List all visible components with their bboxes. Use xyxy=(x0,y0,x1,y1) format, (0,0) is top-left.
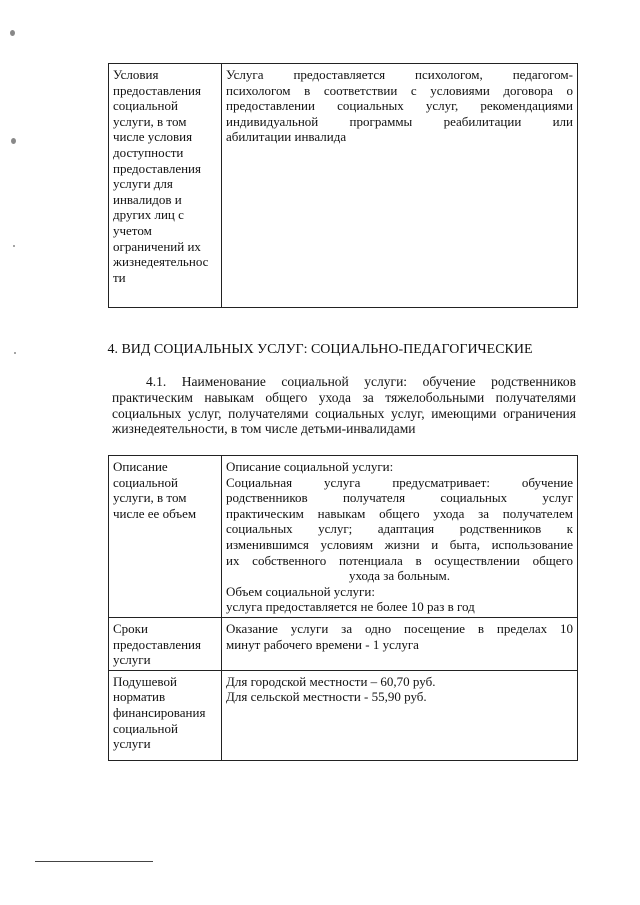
financing-value-cell xyxy=(222,670,578,760)
value-line: практическим навыкам общего ухода за получателем xyxy=(226,505,573,521)
value-line: их собственного потенциала в осуществлении общего xyxy=(226,552,573,568)
paragraph-line: практическим навыкам общего ухода за тяжелобольными получателями xyxy=(112,389,576,405)
service-name-paragraph xyxy=(112,374,576,437)
conditions-label-cell xyxy=(109,64,222,308)
terms-value-cell xyxy=(222,617,578,670)
label-line: жизнедеятельнос xyxy=(113,254,209,270)
scan-speck xyxy=(14,352,16,354)
value-line: родственников получателя социальных услуг xyxy=(226,490,573,506)
table-row xyxy=(109,456,578,618)
value-line: Социальная услуга предусматривает: обучение xyxy=(226,474,573,490)
label-line: социальной xyxy=(113,720,178,736)
conditions-table xyxy=(108,63,578,308)
label-line: доступности xyxy=(113,144,184,160)
label-line: учетом xyxy=(113,222,152,238)
section-heading: 4. ВИД СОЦИАЛЬНЫХ УСЛУГ: СОЦИАЛЬНО-ПЕДАГОГИЧЕСКИЕ xyxy=(107,342,533,357)
label-line: предоставления xyxy=(113,160,201,176)
label-line: Подушевой xyxy=(113,673,177,689)
paragraph-line: 4.1. Наименование социальной услуги: обучение родственников xyxy=(146,374,576,389)
scan-speck xyxy=(13,245,15,247)
value-line: Для городской местности – 60,70 руб. xyxy=(226,673,436,689)
value-line: Оказание услуги за одно посещение в пределах 10 xyxy=(226,620,573,636)
label-line: социальной xyxy=(113,474,178,490)
value-line: предоставлении социальных услуг, рекомендациями xyxy=(226,98,573,114)
label-line: других лиц с xyxy=(113,207,184,223)
label-line: услуги, в том xyxy=(113,113,187,129)
value-line: Описание социальной услуги: xyxy=(226,459,394,474)
scan-speck xyxy=(11,138,16,144)
label-line: услуги xyxy=(113,652,151,668)
value-line: абилитации инвалида xyxy=(226,129,347,145)
value-line: Для сельской местности - 55,90 руб. xyxy=(226,689,427,705)
label-line: социальной xyxy=(113,98,178,114)
label-line: услуги для xyxy=(113,176,173,192)
table-row xyxy=(109,617,578,670)
terms-label-cell xyxy=(109,617,222,670)
label-line: Сроки xyxy=(113,620,148,636)
description-value-cell xyxy=(222,456,578,618)
label-line: ти xyxy=(113,269,126,285)
value-line: изменившимся условиям жизни и быта, использование xyxy=(226,536,573,552)
service-details-table xyxy=(108,455,578,761)
description-label-cell xyxy=(109,456,222,618)
value-line: Объем социальной услуги: xyxy=(226,583,375,599)
value-line: психологом в соответствии с условиями договора о xyxy=(226,82,573,98)
label-line: Условия xyxy=(113,67,159,82)
paragraph-line: жизнедеятельности, в том числе детьми-инвалидами xyxy=(112,421,416,437)
table-row xyxy=(109,64,578,308)
label-line: инвалидов и xyxy=(113,191,182,207)
label-line: предоставления xyxy=(113,82,201,98)
value-line: услуга предоставляется не более 10 раз в год xyxy=(226,599,475,615)
financing-label-cell xyxy=(109,670,222,760)
value-line: социальных услуг; адаптация родственников к xyxy=(226,521,573,537)
table-row xyxy=(109,670,578,760)
label-line: числе ее объем xyxy=(113,505,197,521)
label-line: ограничений их xyxy=(113,238,201,254)
label-line: предоставления xyxy=(113,636,201,652)
value-line: индивидуальной программы реабилитации или xyxy=(226,113,573,129)
paragraph-line: социальных услуг, получателями социальных услуг, имеющими ограничения xyxy=(112,405,576,421)
label-line: услуги, в том xyxy=(113,490,187,506)
scan-speck xyxy=(10,30,15,36)
label-line: услуги xyxy=(113,736,151,752)
value-line: ухода за больным. xyxy=(349,568,450,584)
label-line: финансирования xyxy=(113,704,206,720)
value-line: минут рабочего времени - 1 услуга xyxy=(226,636,419,652)
value-line: Услуга предоставляется психологом, педагогом- xyxy=(226,67,573,82)
label-line: Описание xyxy=(113,459,168,474)
footnote-separator xyxy=(35,861,153,862)
label-line: норматив xyxy=(113,689,166,705)
conditions-value-cell xyxy=(222,64,578,308)
label-line: числе условия xyxy=(113,129,193,145)
